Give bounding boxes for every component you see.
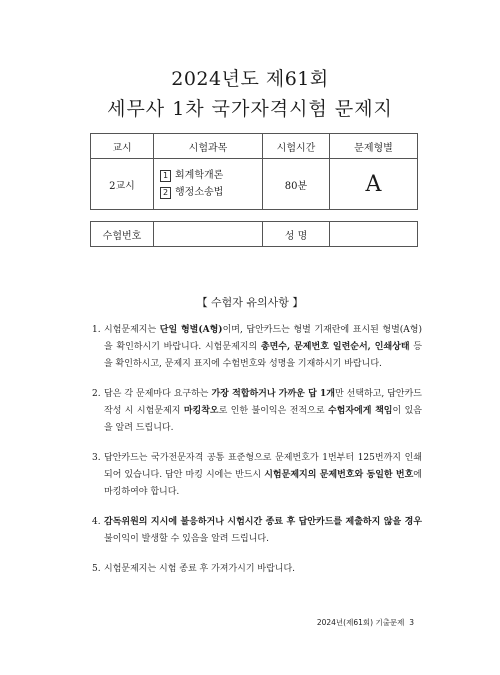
notice-item <box>92 561 422 578</box>
footer-title: 2024년(제61회) 기출문제 <box>316 618 405 627</box>
notice-text: 만 선택하고, 답안카드 작성 시 시험문제지 <box>104 389 423 416</box>
notice-item-number: 3. <box>92 453 101 463</box>
duration-cell: 80분 <box>263 159 330 210</box>
col-header-type: 문제형별 <box>330 134 418 159</box>
subject-name: 행정소송법 <box>175 187 224 198</box>
notice-item <box>92 450 422 501</box>
info-table-header-row <box>91 134 418 159</box>
notice-emphasis-text: 시험문제지의 문제번호와 동일한 번호 <box>264 470 414 480</box>
notice-item-number: 4. <box>92 517 101 527</box>
col-header-subject: 시험과목 <box>154 134 263 159</box>
notice-item <box>92 322 422 373</box>
col-header-period: 교시 <box>91 134 154 159</box>
notice-emphasis-text: 단일 형별(A형) <box>159 325 223 335</box>
notice-list <box>92 322 422 591</box>
notice-text: 등을 확인하시고, 문제지 표지에 수험번호와 성명을 기재하시기 바랍니다. <box>104 342 423 369</box>
info-table-body-row <box>91 159 418 210</box>
subjects-cell <box>154 159 263 210</box>
subject-item <box>160 167 262 184</box>
page-footer <box>317 617 414 628</box>
exam-type-cell: A <box>330 159 418 210</box>
exam-name-title: 세무사 1차 국가자격시험 문제지 <box>107 98 393 120</box>
examinee-id-table <box>90 221 418 247</box>
period-cell: 2교시 <box>91 159 154 210</box>
exam-info-table <box>90 133 418 210</box>
notice-text: 불이익이 발생할 수 있음을 알려 드립니다. <box>104 534 269 544</box>
notice-item-number: 1. <box>92 325 101 335</box>
name-field[interactable] <box>330 222 418 247</box>
notice-emphasis-text: 가장 적합하거나 가까운 답 1개 <box>211 389 335 399</box>
notice-text: 시험문제지는 <box>104 325 160 335</box>
notice-emphasis-text: 감독위원의 지시에 불응하거나 시험시간 종료 후 답안카드를 제출하지 않을 경우 <box>104 517 422 527</box>
notice-text: 답안카드는 국가전문자격 공통 표준형으로 문제번호가 1번부터 125번까지 인쇄되어 있습니다. 답안 마킹 시에는 반드시 <box>104 453 422 480</box>
subject-number-box: 2 <box>160 187 171 199</box>
exam-number-label: 수험번호 <box>91 222 154 247</box>
notice-item-number: 2. <box>92 389 101 399</box>
notice-text: 에 마킹하여야 합니다. <box>104 470 422 497</box>
notice-text: 답은 각 문제마다 요구하는 <box>104 389 212 399</box>
col-header-time: 시험시간 <box>263 134 330 159</box>
notice-emphasis-text: 수험자에게 책임 <box>327 406 393 416</box>
notice-text: 이 있음을 알려 드립니다. <box>104 406 423 433</box>
notice-item <box>92 514 422 548</box>
subject-name: 회계학개론 <box>175 170 224 181</box>
notice-heading: 【 수험자 유의사항 】 <box>196 296 304 309</box>
notice-emphasis-text: 총면수, 문제번호 일련순서, 인쇄상태 <box>260 342 410 352</box>
exam-year-title: 2024년도 제61회 <box>171 68 329 90</box>
notice-text: 이며, 답안카드는 형별 기재란에 표시된 형별(A형)을 확인하시기 바랍니다. 시험문제지의 <box>104 325 423 352</box>
subject-number-box: 1 <box>160 170 171 182</box>
notice-emphasis-text: 마킹착오 <box>183 406 219 416</box>
id-table-row <box>91 222 418 247</box>
notice-item <box>92 386 422 437</box>
notice-item-number: 5. <box>92 564 101 574</box>
subject-item <box>160 184 262 201</box>
notice-text: 시험문제지는 시험 종료 후 가져가시기 바랍니다. <box>104 564 296 574</box>
notice-text: 로 인한 불이익은 전적으로 <box>218 406 328 416</box>
exam-number-field[interactable] <box>154 222 263 247</box>
page-number: 3 <box>409 618 414 627</box>
name-label: 성 명 <box>263 222 330 247</box>
